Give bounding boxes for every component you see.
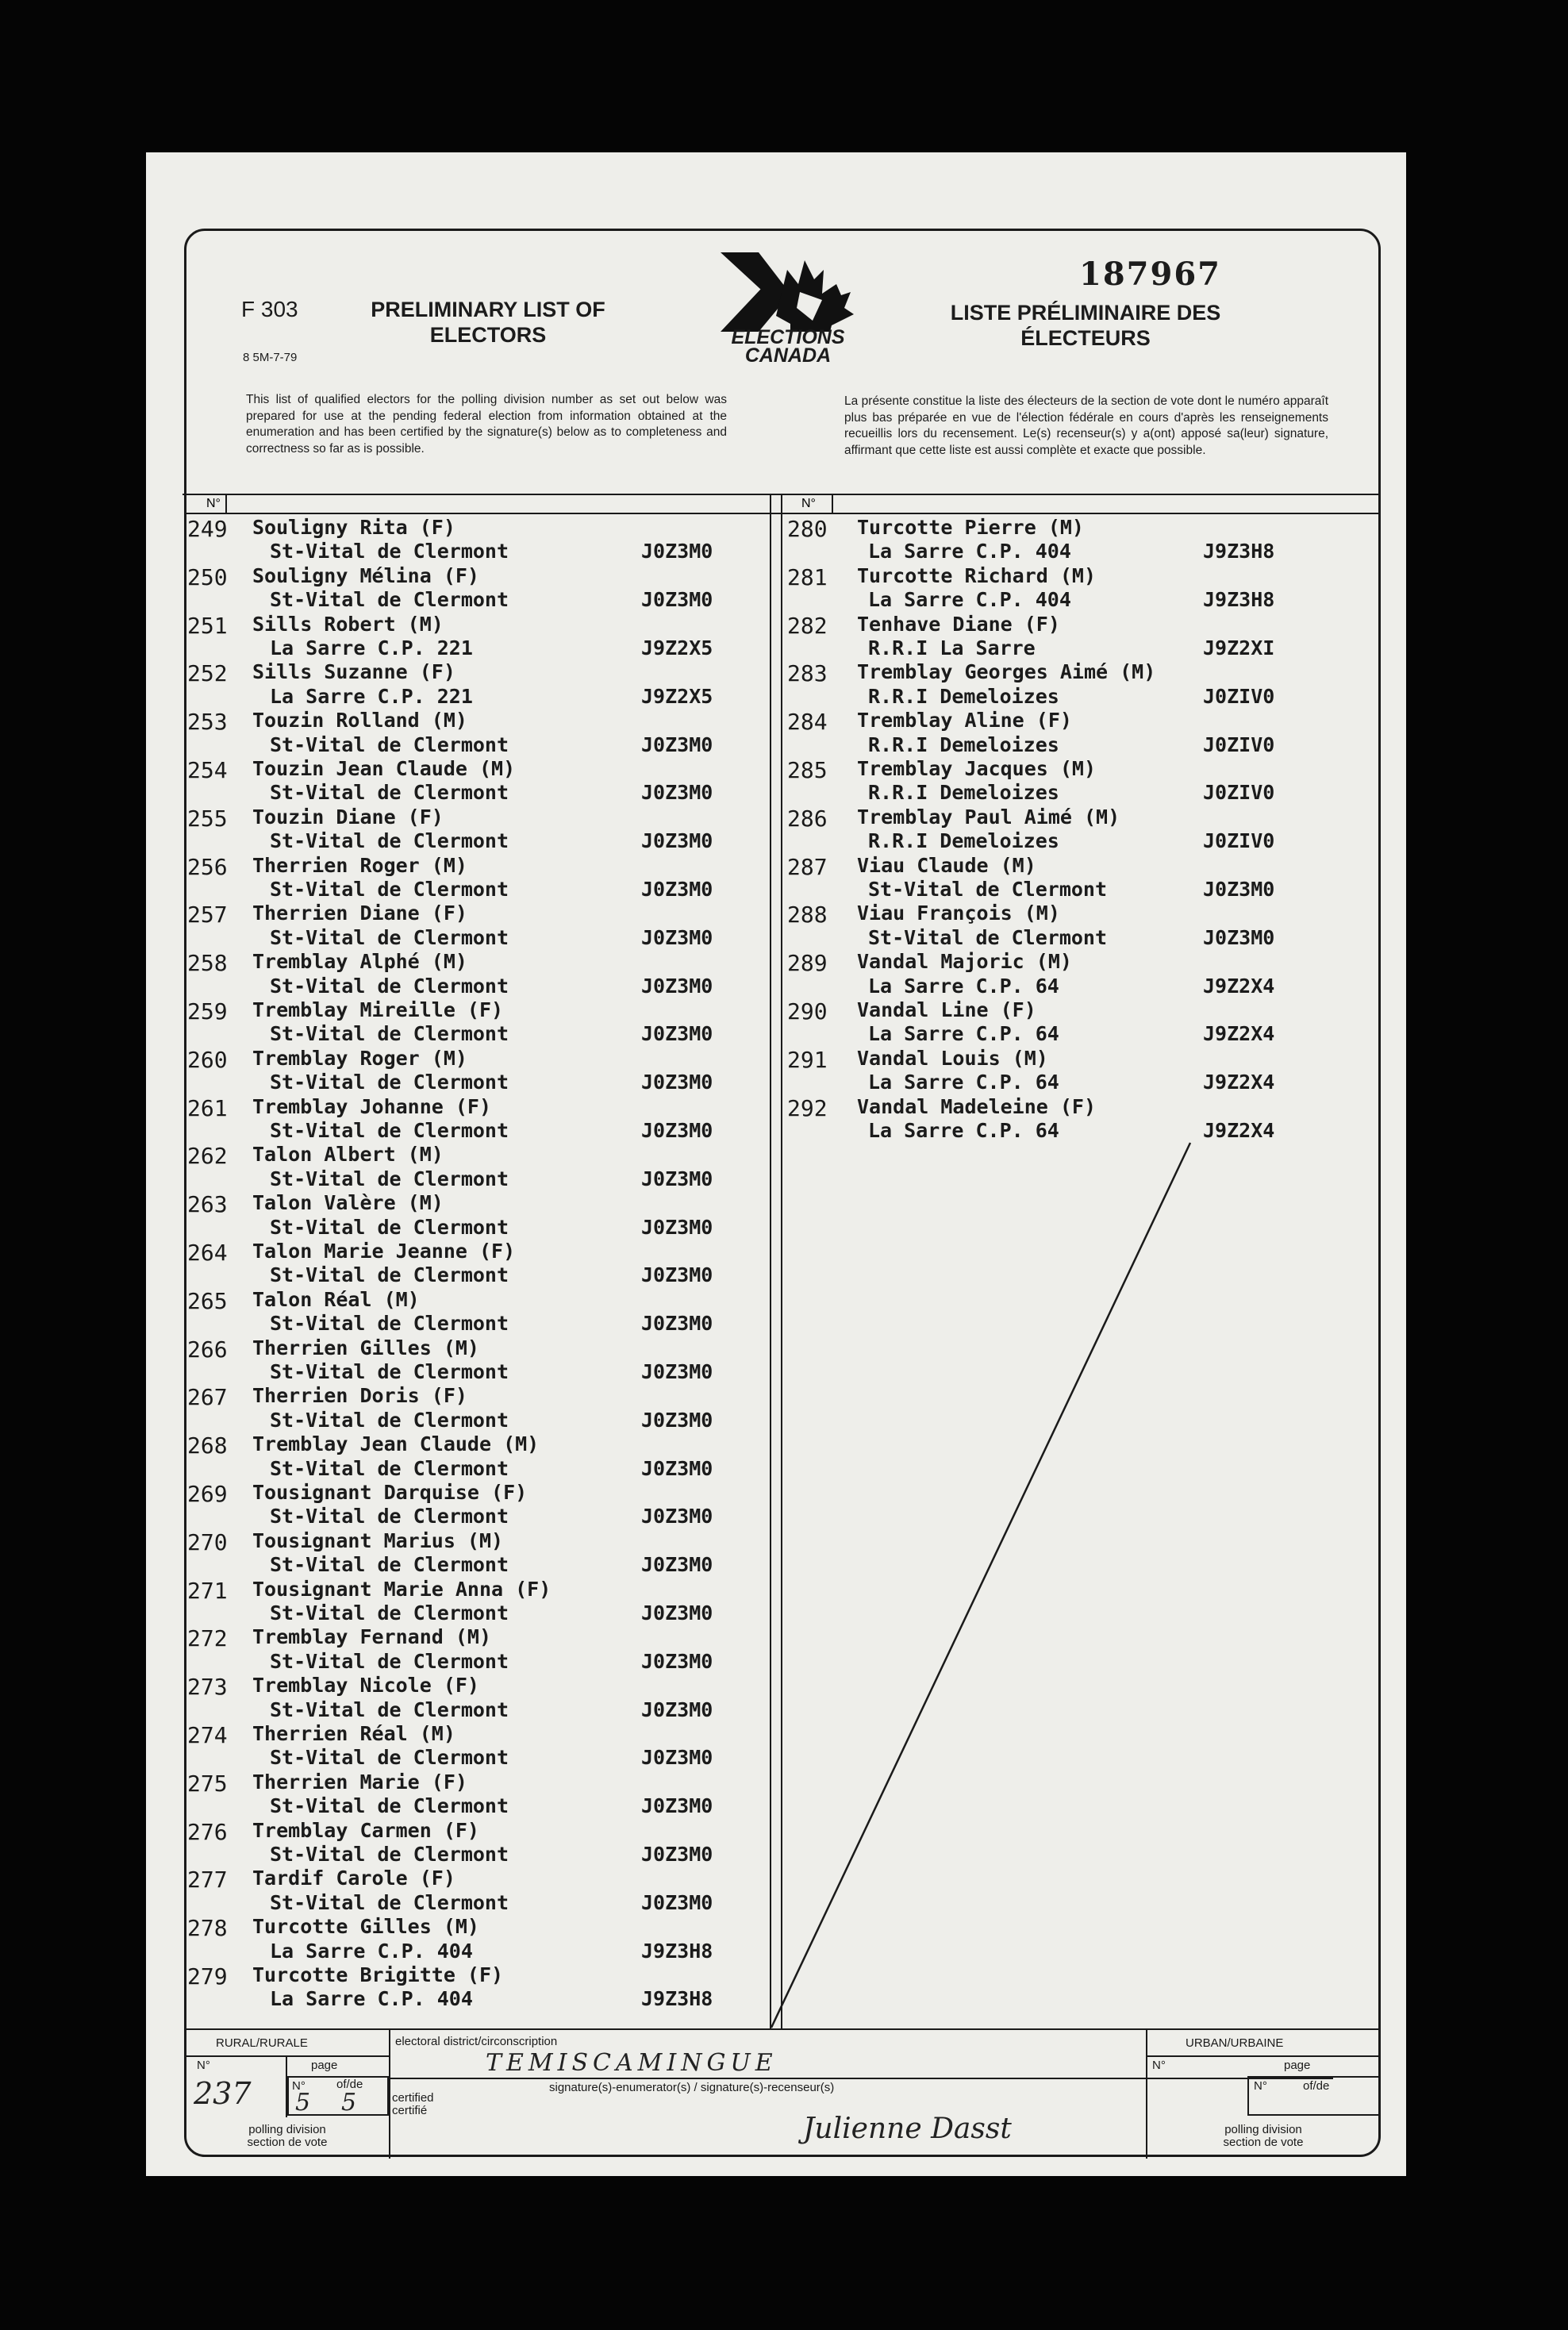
elector-postal-code: J9Z2X4 [1203, 1119, 1275, 1142]
signature-label: signature(s)-enumerator(s) / signature(s)-recenseur(s) [549, 2081, 835, 2094]
page-of-label: of/de [336, 2078, 363, 2091]
elector-number: 266 [187, 1336, 228, 1363]
elector-address: La Sarre C.P. 221 [270, 684, 473, 708]
elector-name: Tardif Carole (F) [252, 1867, 455, 1890]
elector-address: St-Vital de Clermont [270, 1505, 509, 1528]
elector-address: St-Vital de Clermont [270, 540, 509, 563]
elector-address: La Sarre C.P. 404 [270, 1939, 473, 1963]
elector-name: Tremblay Aline (F) [857, 709, 1072, 732]
urban-polling-label-fr: section de vote [1223, 2136, 1304, 2149]
polling-no-label: N° [197, 2059, 210, 2072]
elector-postal-code: J9Z3H8 [641, 1939, 713, 1963]
elector-postal-code: J0ZIV0 [1203, 732, 1275, 756]
elector-number: 257 [187, 902, 228, 929]
elector-address: La Sarre C.P. 64 [868, 1071, 1059, 1094]
elector-postal-code: J0Z3M0 [641, 974, 713, 998]
elector-postal-code: J0Z3M0 [641, 732, 713, 756]
elector-address: R.R.I Demeloizes [868, 829, 1059, 853]
elector-number: 288 [787, 902, 828, 929]
elector-number: 281 [787, 563, 828, 590]
elector-address: La Sarre C.P. 64 [868, 974, 1059, 998]
polling-label-fr: section de vote [247, 2136, 328, 2149]
elector-name: Tremblay Carmen (F) [252, 1818, 479, 1842]
elector-postal-code: J9Z2X4 [1203, 1071, 1275, 1094]
elector-number: 252 [187, 660, 228, 687]
elector-name: Turcotte Brigitte (F) [252, 1963, 504, 1986]
cancellation-line [762, 1135, 1206, 2032]
elector-name: Therrien Gilles (M) [252, 1336, 479, 1359]
elector-postal-code: J9Z3H8 [1203, 540, 1275, 563]
intro-french: La présente constitue la liste des électeurs de la section de vote dont le numéro apparaît plus bas préparée en vue de l'élection fédérale en cours d'après les renseignements recueillis lors du recensement. Le(s) recenseur(s) y a(ont) apposé sa(leur) signature, affirmant que cette liste est aussi complète et exacte que possible. [844, 394, 1328, 457]
elector-number: 259 [187, 998, 228, 1025]
elector-number: 256 [187, 853, 228, 880]
district-value: TEMISCAMINGUE [486, 2049, 778, 2077]
urban-no-label: N° [1152, 2059, 1166, 2072]
footer-rule [1146, 2055, 1381, 2057]
elector-number: 269 [187, 1481, 228, 1507]
elector-number: 278 [187, 1915, 228, 1942]
elector-name: Tremblay Georges Aimé (M) [857, 660, 1156, 684]
logo-line-1: ELECTIONS [731, 326, 845, 348]
elector-name: Turcotte Gilles (M) [252, 1915, 479, 1939]
elector-address: R.R.I Demeloizes [868, 684, 1059, 708]
elector-postal-code: J0Z3M0 [641, 1649, 713, 1673]
elector-address: La Sarre C.P. 64 [868, 1119, 1059, 1142]
elector-address: St-Vital de Clermont [270, 1456, 509, 1480]
elector-name: Talon Albert (M) [252, 1143, 444, 1167]
elector-number: 264 [187, 1240, 228, 1266]
elector-name: Talon Marie Jeanne (F) [252, 1240, 516, 1263]
elector-address: St-Vital de Clermont [270, 1698, 509, 1721]
elector-postal-code: J0Z3M0 [641, 1215, 713, 1239]
elector-number: 282 [787, 612, 828, 639]
elector-postal-code: J0ZIV0 [1203, 684, 1275, 708]
urban-page-label: page [1284, 2059, 1311, 2072]
urban-page-of-label: of/de [1303, 2079, 1330, 2093]
elector-postal-code: J0Z3M0 [641, 1167, 713, 1190]
elector-name: Vandal Madeleine (F) [857, 1094, 1097, 1118]
elector-number: 268 [187, 1432, 228, 1459]
elector-number: 254 [187, 757, 228, 783]
elector-postal-code: J9Z2X4 [1203, 1022, 1275, 1046]
elector-name: Touzin Diane (F) [252, 805, 444, 829]
elector-address: St-Vital de Clermont [270, 1890, 509, 1914]
elector-postal-code: J0Z3M0 [641, 1263, 713, 1287]
elector-postal-code: J0Z3M0 [641, 1360, 713, 1383]
elector-address: St-Vital de Clermont [270, 1794, 509, 1818]
elector-number: 263 [187, 1191, 228, 1218]
elector-address: St-Vital de Clermont [270, 1167, 509, 1190]
elector-postal-code: J0ZIV0 [1203, 781, 1275, 805]
elector-postal-code: J0Z3M0 [641, 1698, 713, 1721]
elector-number: 267 [187, 1384, 228, 1411]
elector-name: Talon Valère (M) [252, 1191, 444, 1215]
elector-number: 272 [187, 1625, 228, 1652]
elector-number: 289 [787, 950, 828, 977]
elector-name: Therrien Diane (F) [252, 902, 467, 925]
elector-address: La Sarre C.P. 404 [270, 1987, 473, 2011]
elector-postal-code: J0Z3M0 [1203, 925, 1275, 949]
elector-number: 262 [187, 1143, 228, 1170]
intro-english: This list of qualified electors for the polling division number as set out below was prepared for use at the pending federal election from information obtained at the enumeration and has been certified by the signature(s) below as to completeness and correctness so far as is possible. [246, 393, 727, 456]
elector-postal-code: J0Z3M0 [641, 1746, 713, 1770]
elector-postal-code: J0Z3M0 [641, 1408, 713, 1432]
elector-address: St-Vital de Clermont [868, 925, 1108, 949]
elector-name: Touzin Jean Claude (M) [252, 757, 516, 780]
elector-address: St-Vital de Clermont [868, 878, 1108, 901]
col-no-label-right: N° [801, 497, 816, 510]
elector-address: St-Vital de Clermont [270, 1649, 509, 1673]
elector-name: Vandal Majoric (M) [857, 950, 1072, 974]
elector-postal-code: J0Z3M0 [641, 1312, 713, 1336]
col-no-label-left: N° [206, 497, 221, 510]
page-total: 5 [341, 2089, 357, 2117]
form-number: F 303 [241, 297, 298, 321]
rural-label: RURAL/RURALE [216, 2036, 308, 2050]
elector-address: St-Vital de Clermont [270, 1263, 509, 1287]
elector-name: Tremblay Fernand (M) [252, 1625, 492, 1649]
elector-address: St-Vital de Clermont [270, 588, 509, 612]
col-divider [225, 494, 227, 513]
elector-name: Tousignant Darquise (F) [252, 1481, 528, 1504]
elector-name: Therrien Réal (M) [252, 1722, 455, 1745]
serial-number: 187967 [1079, 256, 1221, 293]
elector-number: 249 [187, 516, 228, 542]
elector-number: 275 [187, 1770, 228, 1797]
elector-name: Sills Robert (M) [252, 612, 444, 636]
elector-name: Souligny Rita (F) [252, 516, 455, 539]
elector-number: 284 [787, 709, 828, 736]
elector-postal-code: J0Z3M0 [641, 1553, 713, 1577]
elector-address: St-Vital de Clermont [270, 1553, 509, 1577]
elector-postal-code: J0Z3M0 [641, 588, 713, 612]
elector-number: 283 [787, 660, 828, 687]
urban-page-no-label: N° [1254, 2079, 1267, 2093]
elector-number: 291 [787, 1046, 828, 1073]
elector-address: St-Vital de Clermont [270, 974, 509, 998]
elector-address: St-Vital de Clermont [270, 1746, 509, 1770]
elector-postal-code: J9Z3H8 [641, 1987, 713, 2011]
elector-number: 270 [187, 1528, 228, 1555]
footer-divider [1146, 2030, 1147, 2159]
elector-name: Souligny Mélina (F) [252, 563, 479, 587]
polling-division-number: 237 [194, 2076, 252, 2111]
col-divider [832, 494, 833, 513]
district-label: electoral district/circonscription [395, 2035, 558, 2048]
elector-postal-code: J9Z2X4 [1203, 974, 1275, 998]
elector-address: St-Vital de Clermont [270, 829, 509, 853]
elector-name: Vandal Line (F) [857, 998, 1036, 1021]
elector-name: Touzin Rolland (M) [252, 709, 467, 732]
elector-name: Tremblay Roger (M) [252, 1046, 467, 1070]
elector-name: Turcotte Pierre (M) [857, 516, 1084, 539]
elector-name: Talon Réal (M) [252, 1287, 420, 1311]
elector-postal-code: J0Z3M0 [641, 1119, 713, 1142]
elector-name: Sills Suzanne (F) [252, 660, 455, 684]
elector-address: St-Vital de Clermont [270, 1071, 509, 1094]
elector-address: R.R.I Demeloizes [868, 732, 1059, 756]
elector-number: 279 [187, 1963, 228, 1990]
elector-name: Tremblay Jean Claude (M) [252, 1432, 540, 1456]
urban-polling-division-label [1192, 2124, 1335, 2149]
elector-name: Tremblay Nicole (F) [252, 1674, 479, 1698]
elector-address: St-Vital de Clermont [270, 1312, 509, 1336]
elector-name: Tremblay Jacques (M) [857, 757, 1097, 780]
elector-number: 271 [187, 1577, 228, 1604]
elector-address: St-Vital de Clermont [270, 1022, 509, 1046]
page-no-label: N° [292, 2079, 306, 2093]
elector-postal-code: J0Z3M0 [641, 540, 713, 563]
elector-number: 274 [187, 1722, 228, 1748]
elector-address: St-Vital de Clermont [270, 732, 509, 756]
table-header-line [184, 513, 1381, 514]
certified-fr: certifié [392, 2104, 428, 2117]
elector-name: Viau Claude (M) [857, 853, 1036, 877]
elector-number: 290 [787, 998, 828, 1025]
elector-address: St-Vital de Clermont [270, 925, 509, 949]
elector-number: 255 [187, 805, 228, 832]
elector-postal-code: J0Z3M0 [641, 878, 713, 901]
elector-postal-code: J0ZIV0 [1203, 829, 1275, 853]
elector-number: 292 [787, 1094, 828, 1121]
page-number: 5 [295, 2089, 311, 2117]
title-english: PRELIMINARY LIST OF ELECTORS [371, 298, 605, 347]
elector-number: 276 [187, 1818, 228, 1845]
elector-number: 265 [187, 1287, 228, 1314]
title-french: LISTE PRÉLIMINAIRE DES ÉLECTEURS [950, 301, 1221, 350]
elector-number: 251 [187, 612, 228, 639]
elector-address: St-Vital de Clermont [270, 1843, 509, 1866]
elector-postal-code: J9Z3H8 [1203, 588, 1275, 612]
elector-number: 258 [187, 950, 228, 977]
elector-name: Tousignant Marius (M) [252, 1528, 504, 1552]
footer-divider [389, 2030, 390, 2159]
polling-division-label [216, 2124, 359, 2149]
elector-number: 273 [187, 1674, 228, 1701]
elector-number: 260 [187, 1046, 228, 1073]
elector-number: 286 [787, 805, 828, 832]
elector-name: Vandal Louis (M) [857, 1046, 1048, 1070]
elector-address: St-Vital de Clermont [270, 1119, 509, 1142]
elector-address: R.R.I La Sarre [868, 636, 1036, 659]
elector-postal-code: J0Z3M0 [641, 925, 713, 949]
elector-name: Viau François (M) [857, 902, 1060, 925]
elector-number: 280 [787, 516, 828, 542]
certified-en: certified [392, 2091, 434, 2105]
form-date: 8 5M-7-79 [243, 351, 298, 364]
form-footer [184, 2028, 1381, 2159]
elector-number: 285 [787, 757, 828, 783]
elector-address: La Sarre C.P. 404 [868, 588, 1071, 612]
elector-postal-code: J9Z2X5 [641, 636, 713, 659]
elector-name: Therrien Marie (F) [252, 1770, 467, 1794]
elector-name: Tousignant Marie Anna (F) [252, 1577, 551, 1601]
elector-address: St-Vital de Clermont [270, 1601, 509, 1624]
urban-polling-label-en: polling division [1224, 2123, 1302, 2136]
elector-postal-code: J9Z2X5 [641, 684, 713, 708]
elector-postal-code: J0Z3M0 [1203, 878, 1275, 901]
elector-number: 287 [787, 853, 828, 880]
elector-postal-code: J0Z3M0 [641, 1890, 713, 1914]
elector-address: St-Vital de Clermont [270, 1360, 509, 1383]
elector-postal-code: J9Z2XI [1203, 636, 1275, 659]
elector-number: 250 [187, 563, 228, 590]
signature-rule [389, 2078, 1333, 2079]
polling-label-en: polling division [248, 2123, 326, 2136]
elector-postal-code: J0Z3M0 [641, 781, 713, 805]
elector-name: Tremblay Alphé (M) [252, 950, 467, 974]
elector-postal-code: J0Z3M0 [641, 1794, 713, 1818]
elector-address: La Sarre C.P. 64 [868, 1022, 1059, 1046]
elector-postal-code: J0Z3M0 [641, 829, 713, 853]
elector-postal-code: J0Z3M0 [641, 1601, 713, 1624]
elector-name: Tenhave Diane (F) [857, 612, 1060, 636]
elector-name: Tremblay Johanne (F) [252, 1094, 492, 1118]
logo-text [705, 326, 871, 367]
logo-line-2: CANADA [744, 344, 832, 367]
elector-number: 277 [187, 1867, 228, 1894]
elector-postal-code: J0Z3M0 [641, 1022, 713, 1046]
elector-number: 261 [187, 1094, 228, 1121]
page-label: page [311, 2059, 338, 2072]
elector-address: R.R.I Demeloizes [868, 781, 1059, 805]
elector-postal-code: J0Z3M0 [641, 1505, 713, 1528]
elector-name: Tremblay Mireille (F) [252, 998, 504, 1021]
enumerator-signature: Julienne Dasst [803, 2113, 1012, 2145]
elector-address: La Sarre C.P. 404 [868, 540, 1071, 563]
certified-label [392, 2092, 434, 2117]
elector-address: St-Vital de Clermont [270, 781, 509, 805]
elector-address: St-Vital de Clermont [270, 1408, 509, 1432]
elector-number: 253 [187, 709, 228, 736]
elector-address: St-Vital de Clermont [270, 878, 509, 901]
elector-address: St-Vital de Clermont [270, 1215, 509, 1239]
elector-postal-code: J0Z3M0 [641, 1071, 713, 1094]
elector-address: La Sarre C.P. 221 [270, 636, 473, 659]
elector-name: Therrien Roger (M) [252, 853, 467, 877]
urban-label: URBAN/URBAINE [1186, 2036, 1284, 2050]
elector-postal-code: J0Z3M0 [641, 1456, 713, 1480]
elector-name: Turcotte Richard (M) [857, 563, 1097, 587]
elector-postal-code: J0Z3M0 [641, 1843, 713, 1866]
elector-name: Tremblay Paul Aimé (M) [857, 805, 1120, 829]
elector-name: Therrien Doris (F) [252, 1384, 467, 1408]
